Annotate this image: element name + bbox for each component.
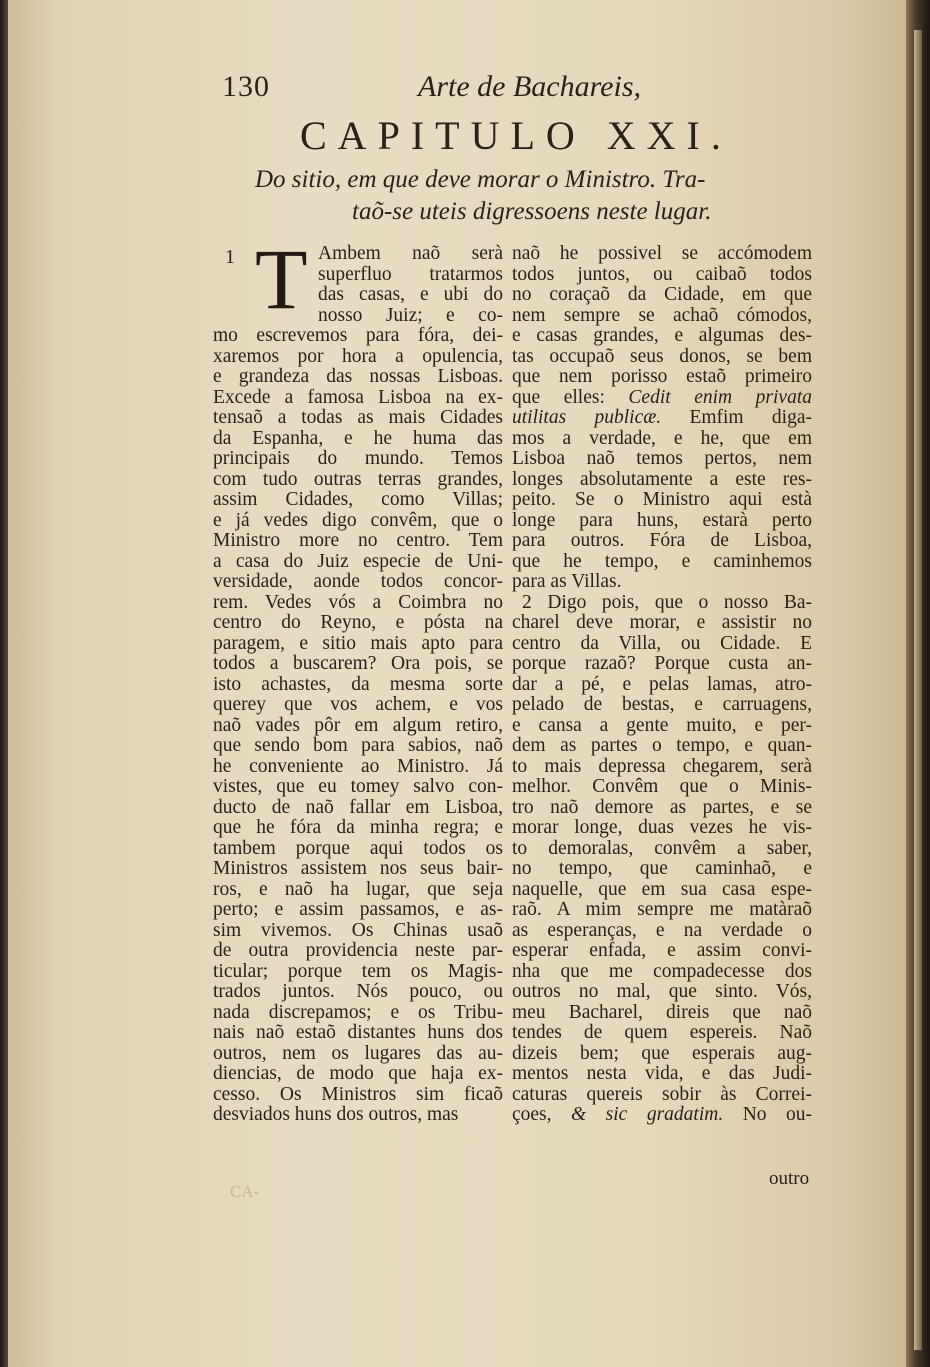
text-line: ducto de naõ fallar em Lisboa, (213, 796, 503, 818)
text-line: de outra providencia neste par- (213, 940, 503, 961)
text-line: todos a buscarem? Ora pois, se (213, 653, 503, 674)
text-line: no tempo, que caminhaõ, e (512, 858, 812, 879)
text-line: ros, e naõ ha lugar, que seja (213, 878, 503, 900)
text-line: xaremos por hora a opulencia, (213, 345, 503, 367)
text-line: charel deve morar, e assistir no (512, 612, 812, 633)
text-line: isto achastes, da mesma sorte (213, 673, 503, 695)
text-line: naquelle, que em sua casa espe- (512, 878, 812, 900)
latin-quote: Cedit enim privata (628, 386, 813, 408)
text-line: mos a verdade, e he, que em (512, 427, 812, 449)
text-line: he conveniente ao Ministro. Já (213, 755, 503, 777)
left-text-column (213, 244, 503, 1126)
latin-phrase: & sic gradatim. (571, 1104, 743, 1125)
text-line: nais naõ estaõ distantes huns dos (213, 1022, 503, 1043)
page-edge-strip (914, 30, 922, 1350)
text-line: da Espanha, e he huma das (213, 427, 503, 449)
text-line: nha que me compadecesse dos (512, 960, 812, 982)
text-fragment: Digo pois, que o nosso Ba- (547, 591, 812, 613)
text-line: nem sempre se achaõ cómodos, (512, 304, 812, 326)
text-line: nosso Juiz; e co- (318, 304, 503, 326)
text-line: naõ vades pôr em algum retiro, (213, 714, 503, 736)
text-line: cesso. Os Ministros sim ficaõ (213, 1083, 503, 1105)
running-head: Arte de Bachareis, (418, 70, 641, 103)
text-line: diencias, de modo que haja ex- (213, 1063, 503, 1084)
catchword: outro (769, 1168, 810, 1189)
text-line: e já vedes digo convêm, que o (213, 509, 503, 531)
text-line: que sendo bom para sabios, naõ (213, 735, 503, 756)
text-line: desviados huns dos outros, mas (213, 1104, 459, 1125)
text-line: dizeis bem; que esperais aug- (512, 1042, 812, 1064)
bleed-through-text: CA- (230, 1182, 260, 1201)
right-text-column (512, 244, 812, 1126)
text-line: Excede a famosa Lisboa na ex- (213, 386, 503, 408)
text-line: para as Villas. (512, 571, 622, 592)
text-line: tambem porque aqui todos os (213, 837, 503, 859)
text-line (512, 1105, 812, 1126)
text-line: assim Cidades, como Villas; (213, 489, 503, 510)
text-line: tensaõ a todas as mais Cidades (213, 407, 503, 428)
text-line: peito. Se o Ministro aqui està (512, 489, 812, 510)
text-line: longe para huns, estarà perto (512, 509, 812, 531)
text-line: sim vivemos. Os Chinas usaõ (213, 919, 503, 941)
chapter-subtitle-line-1: Do sitio, em que deve morar o Ministro. Tra- (255, 166, 706, 193)
text-line: querey que vos achem, e vos (213, 694, 503, 715)
text-line: porque razaõ? Porque custa an- (512, 653, 812, 674)
text-line: naõ he possivel se accómodem (512, 243, 812, 264)
text-line: que nem porisso estaõ primeiro (512, 366, 812, 387)
text-line: das casas, e ubi do (318, 284, 503, 305)
chapter-subtitle-line-2: taõ-se uteis digressoens neste lugar. (352, 198, 712, 225)
text-line: todos juntos, ou caibaõ todos (512, 263, 812, 285)
text-line: morar longe, duas vezes he vis- (512, 817, 812, 838)
text-line: mo escrevemos para fóra, dei- (213, 325, 503, 346)
text-line: to mais depressa chegarem, serà (512, 755, 812, 777)
text-line: outros, nem os lugares das au- (213, 1042, 503, 1064)
text-line: tas occupaõ seus donos, se bem (512, 345, 812, 367)
text-line: nada discrepamos; e os Tribu- (213, 1001, 503, 1023)
chapter-title: CAPITULO XXI. (300, 113, 732, 158)
latin-quote: utilitas publicæ. (512, 407, 690, 428)
text-line: Ministros assistem nos seus bair- (213, 858, 503, 879)
text-line: dar a pé, e pelas lamas, atro- (512, 673, 812, 695)
paragraph-number-2: 2 (522, 591, 548, 613)
text-line: ticular; porque tem os Magis- (213, 960, 503, 982)
text-line: vistes, que eu tomey salvo con- (213, 776, 503, 797)
text-line: paragem, e sitio mais apto para (213, 632, 503, 654)
text-line: perto; e assim passamos, e as- (213, 899, 503, 920)
text-line: melhor. Convêm que o Minis- (512, 776, 812, 797)
text-line: e grandeza das nossas Lisboas. (213, 366, 503, 387)
text-line: esperar enfada, e assim convi- (512, 940, 812, 961)
text-line: rem. Vedes vós a Coimbra no (213, 591, 503, 613)
text-line: e cansa a gente muito, e per- (512, 714, 812, 736)
text-fragment: que elles: (512, 386, 629, 408)
text-line: tendes de quem espereis. Naõ (512, 1022, 812, 1043)
text-line: para outros. Fóra de Lisboa, (512, 530, 812, 551)
text-line: meu Bacharel, direis que naõ (512, 1001, 812, 1023)
text-line: longes absolutamente a este res- (512, 468, 812, 490)
text-line: centro do Reyno, e pósta na (213, 612, 503, 633)
text-line: Lisboa naõ temos pertos, nem (512, 448, 812, 469)
text-line: no coraçaõ da Cidade, em que (512, 284, 812, 305)
text-line: centro da Villa, ou Cidade. E (512, 632, 812, 654)
text-line: que he fóra da minha regra; e (213, 817, 503, 838)
text-line: dem as partes o tempo, e quan- (512, 735, 812, 756)
text-fragment: Emfim diga- (689, 407, 812, 428)
page-number: 130 (222, 70, 270, 103)
text-line: trados juntos. Nós pouco, ou (213, 981, 503, 1002)
text-line: com tudo outras terras grandes, (213, 468, 503, 490)
paragraph-number-1: 1 (225, 246, 235, 268)
text-line (512, 593, 812, 614)
text-line: mentos nesta vida, e das Judi- (512, 1063, 812, 1084)
text-line: tro naõ demore as partes, e se (512, 796, 812, 818)
text-line: pelado de bestas, e carruagens, (512, 694, 812, 715)
text-line: caturas quereis sobir às Correi- (512, 1083, 812, 1105)
text-fragment: çoes, (512, 1104, 572, 1125)
text-line: e casas grandes, e algumas des- (512, 325, 812, 346)
text-line (512, 388, 812, 409)
text-line (512, 408, 812, 429)
text-line: Ambem naõ serà (318, 243, 503, 264)
text-line: superfluo tratarmos (318, 263, 503, 285)
text-line: raõ. A mim sempre me matàraõ (512, 899, 812, 920)
text-line: to demoralas, convêm a saber, (512, 837, 812, 859)
text-line: as esperanças, e na verdade o (512, 919, 812, 941)
text-line: principais do mundo. Temos (213, 448, 503, 469)
text-fragment: No ou- (742, 1104, 812, 1125)
text-line: que he tempo, e caminhemos (512, 550, 812, 572)
text-line: a casa do Juiz especie de Uni- (213, 550, 503, 572)
text-line: outros no mal, que sinto. Vós, (512, 981, 812, 1002)
text-line: Ministro more no centro. Tem (213, 530, 503, 551)
text-line: versidade, aonde todos concor- (213, 571, 503, 592)
drop-cap: T (255, 231, 308, 327)
